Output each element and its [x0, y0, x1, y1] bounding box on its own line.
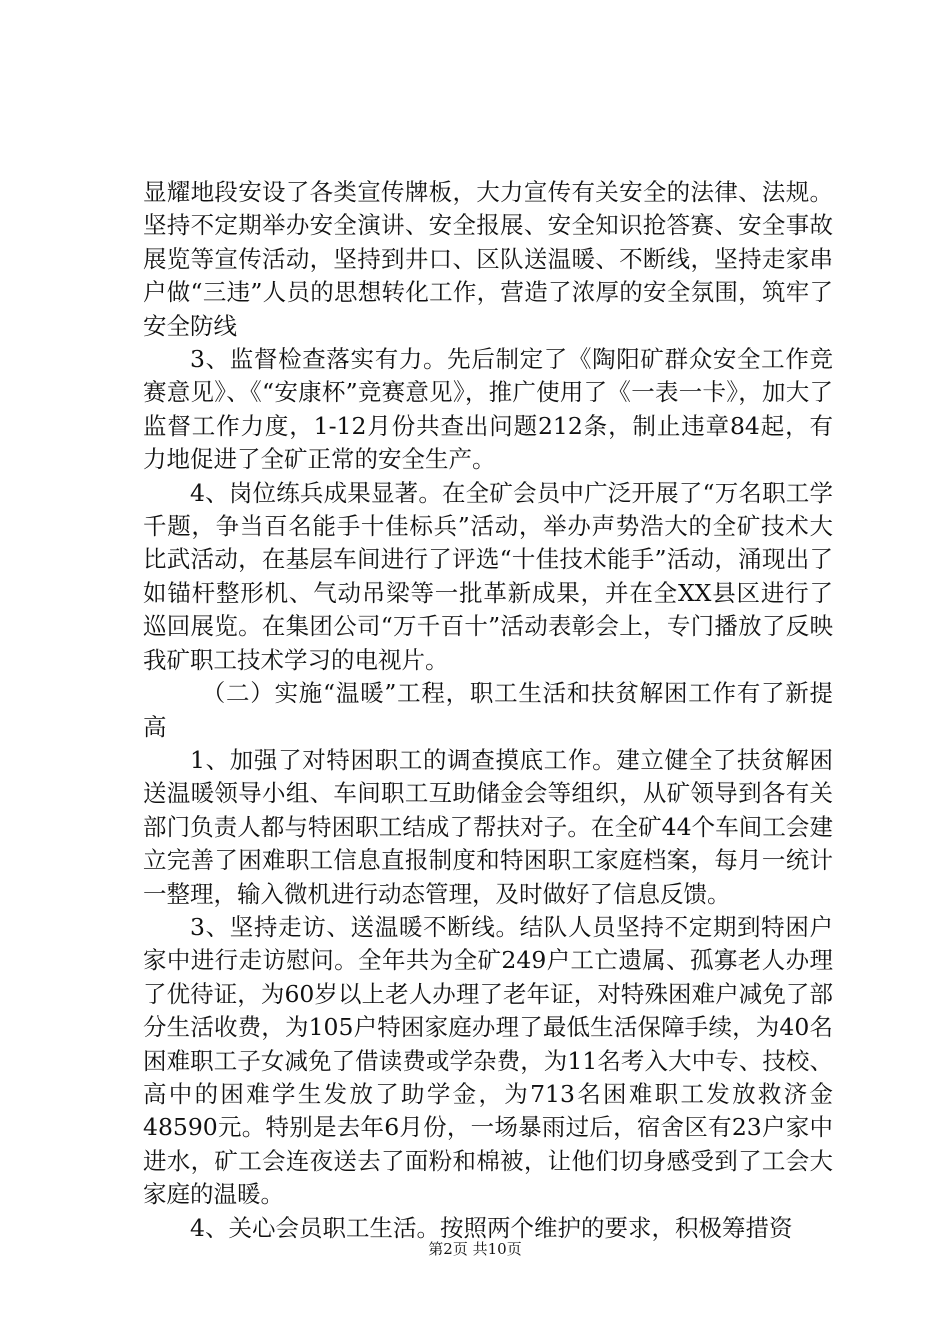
page-number-footer: 第2页 共10页 — [428, 1240, 522, 1258]
paragraph-job-training: 4、岗位练兵成果显著。在全矿会员中广泛开展了“万名职工学千题，争当百名能手十佳标兵”活动，举办声势浩大的全矿技术大比武活动，在基层车间进行了评选“十佳技术能手”活动，涌现出了如锚杆整形机、气动吊梁等一批革新成果，并在全XX县区进行了巡回展览。在集团公司“万千百十”活动表彰会上，专门播放了反映我矿职工技术学习的电视片。 — [143, 478, 833, 674]
paragraph-supervision: 3、监督检查落实有力。先后制定了《陶阳矿群众安全工作竞赛意见》、《“安康杯”竞赛意见》，推广使用了《一表一卡》，加大了监督工作力度，1-12月份共查出问题212条，制止违章84起，有力地促进了全矿正常的安全生产。 — [143, 345, 833, 474]
paragraph-investigation: 1、加强了对特困职工的调查摸底工作。建立健全了扶贫解困送温暖领导小组、车间职工互助储金会等组织，从矿领导到各有关部门负责人都与特困职工结成了帮扶对子。在全矿44个车间工会建立完善了困难职工信息直报制度和特困职工家庭档案，每月一统计一整理，输入微机进行动态管理，及时做好了信息反馈。 — [143, 745, 833, 908]
paragraph-member-life: 4、关心会员职工生活。按照两个维护的要求，积极筹措资 — [190, 1213, 793, 1242]
document-body — [143, 176, 833, 1245]
paragraph-visits: 3、坚持走访、送温暖不断线。结队人员坚持不定期到特困户家中进行走访慰问。全年共为全矿249户工亡遗属、孤寡老人办理了优待证，为60岁以上老人办理了老年证，对特殊困难户减免了部分生活收费，为105户特困家庭办理了最低生活保障手续，为40名困难职工子女减免了借读费或学杂费，为11名考入大中专、技校、高中的困难学生发放了助学金，为713名困难职工发放救济金48590元。特别是去年6月份，一场暴雨过后，宿舍区有23户家中进水，矿工会连夜送去了面粉和棉被，让他们切身感受到了工会大家庭的温暖。 — [143, 912, 833, 1209]
section-heading: （二）实施“温暖”工程，职工生活和扶贫解困工作有了新提高 — [143, 679, 833, 741]
paragraph-continuation: 显耀地段安设了各类宣传牌板，大力宣传有关安全的法律、法规。坚持不定期举办安全演讲、安全报展、安全知识抢答赛、安全事故展览等宣传活动，坚持到井口、区队送温暖、不断线，坚持走家串户做“三违”人员的思想转化工作，营造了浓厚的安全氛围，筑牢了安全防线 — [143, 178, 833, 340]
